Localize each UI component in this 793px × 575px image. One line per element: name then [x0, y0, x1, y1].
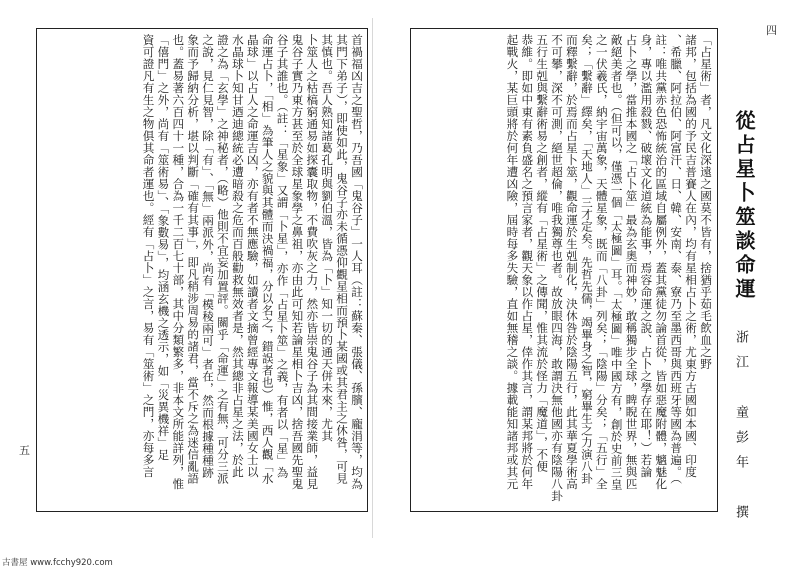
- text-column: 身，專以濫用殺戮、破壞文化道統為能事，焉容命運之說、占卜之學存在耶！）若論: [639, 34, 654, 478]
- text-column: 其門下弟子），即使如此，鬼谷子亦未循憑仰觀星相而預卜某國或其君主之休咎，可見: [335, 34, 350, 485]
- text-column: 卜筮人之枯槁窮通易如探囊取物，不費吹灰之力，然亦皆崇鬼谷子為其間接業師，益見: [305, 34, 320, 490]
- text-column: 不可攀，深不可測，絕世超倫，唯我獨尊也者。故放眼四海，敢謂決無他國亦有陰陽八卦: [550, 34, 565, 502]
- text-column: 資可證凡有生之物俱其命者運也。經有「占卜」之言，易有「筮術」之門，亦每多言: [141, 34, 156, 478]
- right-page: [392, 18, 784, 538]
- text-column: 而釋繫辭，於焉而占星卜筮，觀命運於生剋制化，決休咎於陰陽五行，此其華夏學術高: [564, 34, 579, 490]
- text-column: 、希臘、阿拉伯、阿富汗、日、韓、安南、泰、寮乃至墨西哥與西班牙等國為普遍。（: [669, 34, 684, 485]
- text-column: 之一伏羲氏，納宇宙萬象，天體星象，既而「八卦」列矣；「陰陽」分矣；「五行」全: [594, 34, 609, 490]
- text-column: 恭維。即如中東有素負盛名之預言家者，觀天象以作占星，倖作其言，謂某邦將於何年: [520, 34, 535, 490]
- page-number: 五: [19, 444, 30, 457]
- text-column: 象而予歸納分析，堪以判斷「確有其事」，即凡稍涉周易的諸君，當不斥之為迷信亂語: [186, 34, 201, 485]
- text-column: 谷子其誰也。（註：「星象」又謂「卜星」，亦作「占星卜筮」之義，有者以「星」為: [275, 34, 290, 479]
- text-column: 「占星術」者，凡文化深遠之國莫不皆有，捨猶乎茹毛飲血之野: [699, 34, 713, 370]
- page-number: 四: [766, 24, 777, 37]
- text-column: 起戰火，某巨頭將於何年遭凶險，屆時每多失驗，直如無稽之談。據載能知諸邦或其元: [505, 34, 520, 490]
- text-column: 命運占卜，「相」為筆人之貌與其體而決禍福，分以名之，錯誤者也）惟，西人觀「水: [260, 34, 275, 485]
- text-column: 水晶球卜知甘迺迪總統必遭暗殺之危而百般勸救無效者是，然其總非占星之法，於此: [230, 34, 245, 478]
- article-title: 從占星卜筮談命運: [732, 110, 756, 302]
- author-byline: 浙江 童彭年 撰: [733, 330, 748, 530]
- text-column: 諸邦，包括為國的予民吉普賽人在內，均有星相占卜之術，尤東方古國如本國、印度: [684, 34, 699, 478]
- text-column: 首禍福凶吉之聖哲，乃吾國「鬼谷子」一人耳（註：蘇秦、張儀、孫臏、龐涓等，均為: [350, 34, 364, 490]
- text-columns: [40, 34, 364, 504]
- text-column: 之說，見仁見智，除「有」、「無」兩派外，尚有「模稜兩可」者在，然而根據種種跡: [201, 34, 216, 479]
- left-page: [14, 18, 373, 538]
- text-column: 鬼谷子實乃東方甚至於全球星象學之鼻祖，亦由此可知若論星相卜吉凶，捨吾國先聖鬼: [290, 34, 305, 490]
- text-column: 其慎也。吾人熟知諸葛孔明與劉伯溫，皆為「卜」知一切的通天併未來，尤其: [320, 34, 335, 442]
- text-column: 「僖門」之外，尚有「筮術易」、「象數易」，均涵玄機之透示，如「災異機祥」足: [156, 34, 171, 461]
- text-column: 註：唯共黨赤色恐怖統治的區域自屬例外，蓋其黨徒勿論首從，皆如惡魔附體，魑魅化: [654, 34, 669, 490]
- text-column: 敵絕美者也。（但可以，僅憑一個「太極圖」耳。「太極圖」唯中國方有，創於史前三皇: [609, 34, 624, 491]
- text-column: 證之為「玄學」之神秘者，（略）他則不宜妄加置評。關乎「命運」之有無，可分三派: [215, 34, 230, 485]
- site-watermark: 古書屋 www.fcchy920.com: [2, 558, 113, 568]
- text-column: 晶球」以占人之命運吉凶，亦有者不無應驗，如讀者文摘曾經專文報導某美國女士以: [245, 34, 260, 478]
- text-columns: [413, 34, 713, 504]
- text-column: 占卜之學，當推本國之「占卜筮」最為玄奧而神妙，敢稱獨步全球，睥睨世界，無與匹: [624, 34, 639, 490]
- text-column: 五行生剋與繫辭術易之創者，縱有「占星術」之傳聞，惟其流於怪力「魔道」，不便: [535, 34, 550, 473]
- text-column: 也。蓋易著六百四十一種，合為一千二百七十部，其中分類繁多，非本文所能詳列，惟: [171, 34, 186, 490]
- text-column: 矣；「繫辭」繹矣，「天地人」三才定矣。先哲先儒，竭畢身之智，窮畢生之力演八卦: [579, 34, 594, 485]
